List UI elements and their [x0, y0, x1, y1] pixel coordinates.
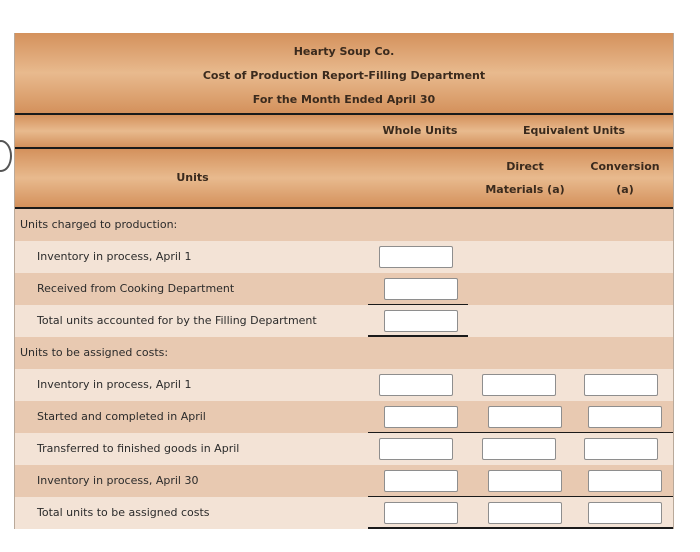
- section-row-charged: [15, 209, 673, 241]
- conversion-line1: Conversion: [590, 160, 660, 173]
- total-double-rule: [368, 527, 673, 529]
- row-label: Transferred to finished goods in April: [37, 442, 240, 455]
- conversion-transferred-input[interactable]: [584, 438, 658, 460]
- row-label: Inventory in process, April 1: [37, 378, 192, 391]
- row-started-completed: [15, 401, 673, 433]
- row-label: Started and completed in April: [37, 410, 206, 423]
- direct-materials-header: [475, 155, 575, 201]
- row-received-from-cooking: [15, 273, 673, 305]
- cost-of-production-report: [14, 33, 674, 529]
- row-inventory-april-30: [15, 465, 673, 497]
- direct-materials-transferred-input[interactable]: [482, 438, 556, 460]
- row-label: Units to be assigned costs:: [20, 346, 169, 359]
- row-label: Inventory in process, April 1: [37, 250, 192, 263]
- column-header-row: [15, 149, 673, 209]
- direct-materials-started-input[interactable]: [488, 406, 562, 428]
- whole-units-total-assigned-input[interactable]: [384, 502, 458, 524]
- company-name: Hearty Soup Co.: [293, 45, 395, 58]
- whole-units-received-input[interactable]: [384, 278, 458, 300]
- units-header: Units: [176, 171, 209, 184]
- whole-units-inventory-april-1-input[interactable]: [379, 246, 453, 268]
- whole-units-transferred-input[interactable]: [379, 438, 453, 460]
- direct-materials-inv-april-30-input[interactable]: [488, 470, 562, 492]
- whole-units-inv-april-30-input[interactable]: [384, 470, 458, 492]
- section-row-assigned: [15, 337, 673, 369]
- conversion-started-input[interactable]: [588, 406, 662, 428]
- direct-materials-inv-april-1-input[interactable]: [482, 374, 556, 396]
- row-label: Inventory in process, April 30: [37, 474, 199, 487]
- row-label: Units charged to production:: [20, 218, 178, 231]
- report-period: For the Month Ended April 30: [252, 93, 436, 106]
- conversion-inv-april-30-input[interactable]: [588, 470, 662, 492]
- row-total-accounted: [15, 305, 673, 337]
- direct-materials-total-assigned-input[interactable]: [488, 502, 562, 524]
- conversion-total-assigned-input[interactable]: [588, 502, 662, 524]
- row-label: Received from Cooking Department: [37, 282, 235, 295]
- row-transferred: [15, 433, 673, 465]
- whole-units-header: Whole Units: [382, 124, 458, 137]
- whole-units-started-input[interactable]: [384, 406, 458, 428]
- row-inventory-april-1: [15, 241, 673, 273]
- conversion-header: [577, 155, 673, 201]
- direct-materials-line1: Direct: [506, 160, 544, 173]
- row-inventory-april-1-assigned: [15, 369, 673, 401]
- column-group-header: [15, 115, 673, 149]
- row-total-assigned: [15, 497, 673, 529]
- whole-units-inv-april-1-assigned-input[interactable]: [379, 374, 453, 396]
- equivalent-units-header: Equivalent Units: [522, 124, 626, 137]
- help-circle-icon: [0, 140, 12, 172]
- conversion-inv-april-1-input[interactable]: [584, 374, 658, 396]
- report-title: Cost of Production Report-Filling Department: [202, 69, 486, 82]
- report-title-block: [15, 33, 673, 115]
- direct-materials-line2: Materials (a): [485, 183, 565, 196]
- conversion-line2: (a): [616, 183, 634, 196]
- row-label: Total units to be assigned costs: [37, 506, 210, 519]
- whole-units-total-accounted-input[interactable]: [384, 310, 458, 332]
- row-label: Total units accounted for by the Filling Department: [37, 314, 317, 327]
